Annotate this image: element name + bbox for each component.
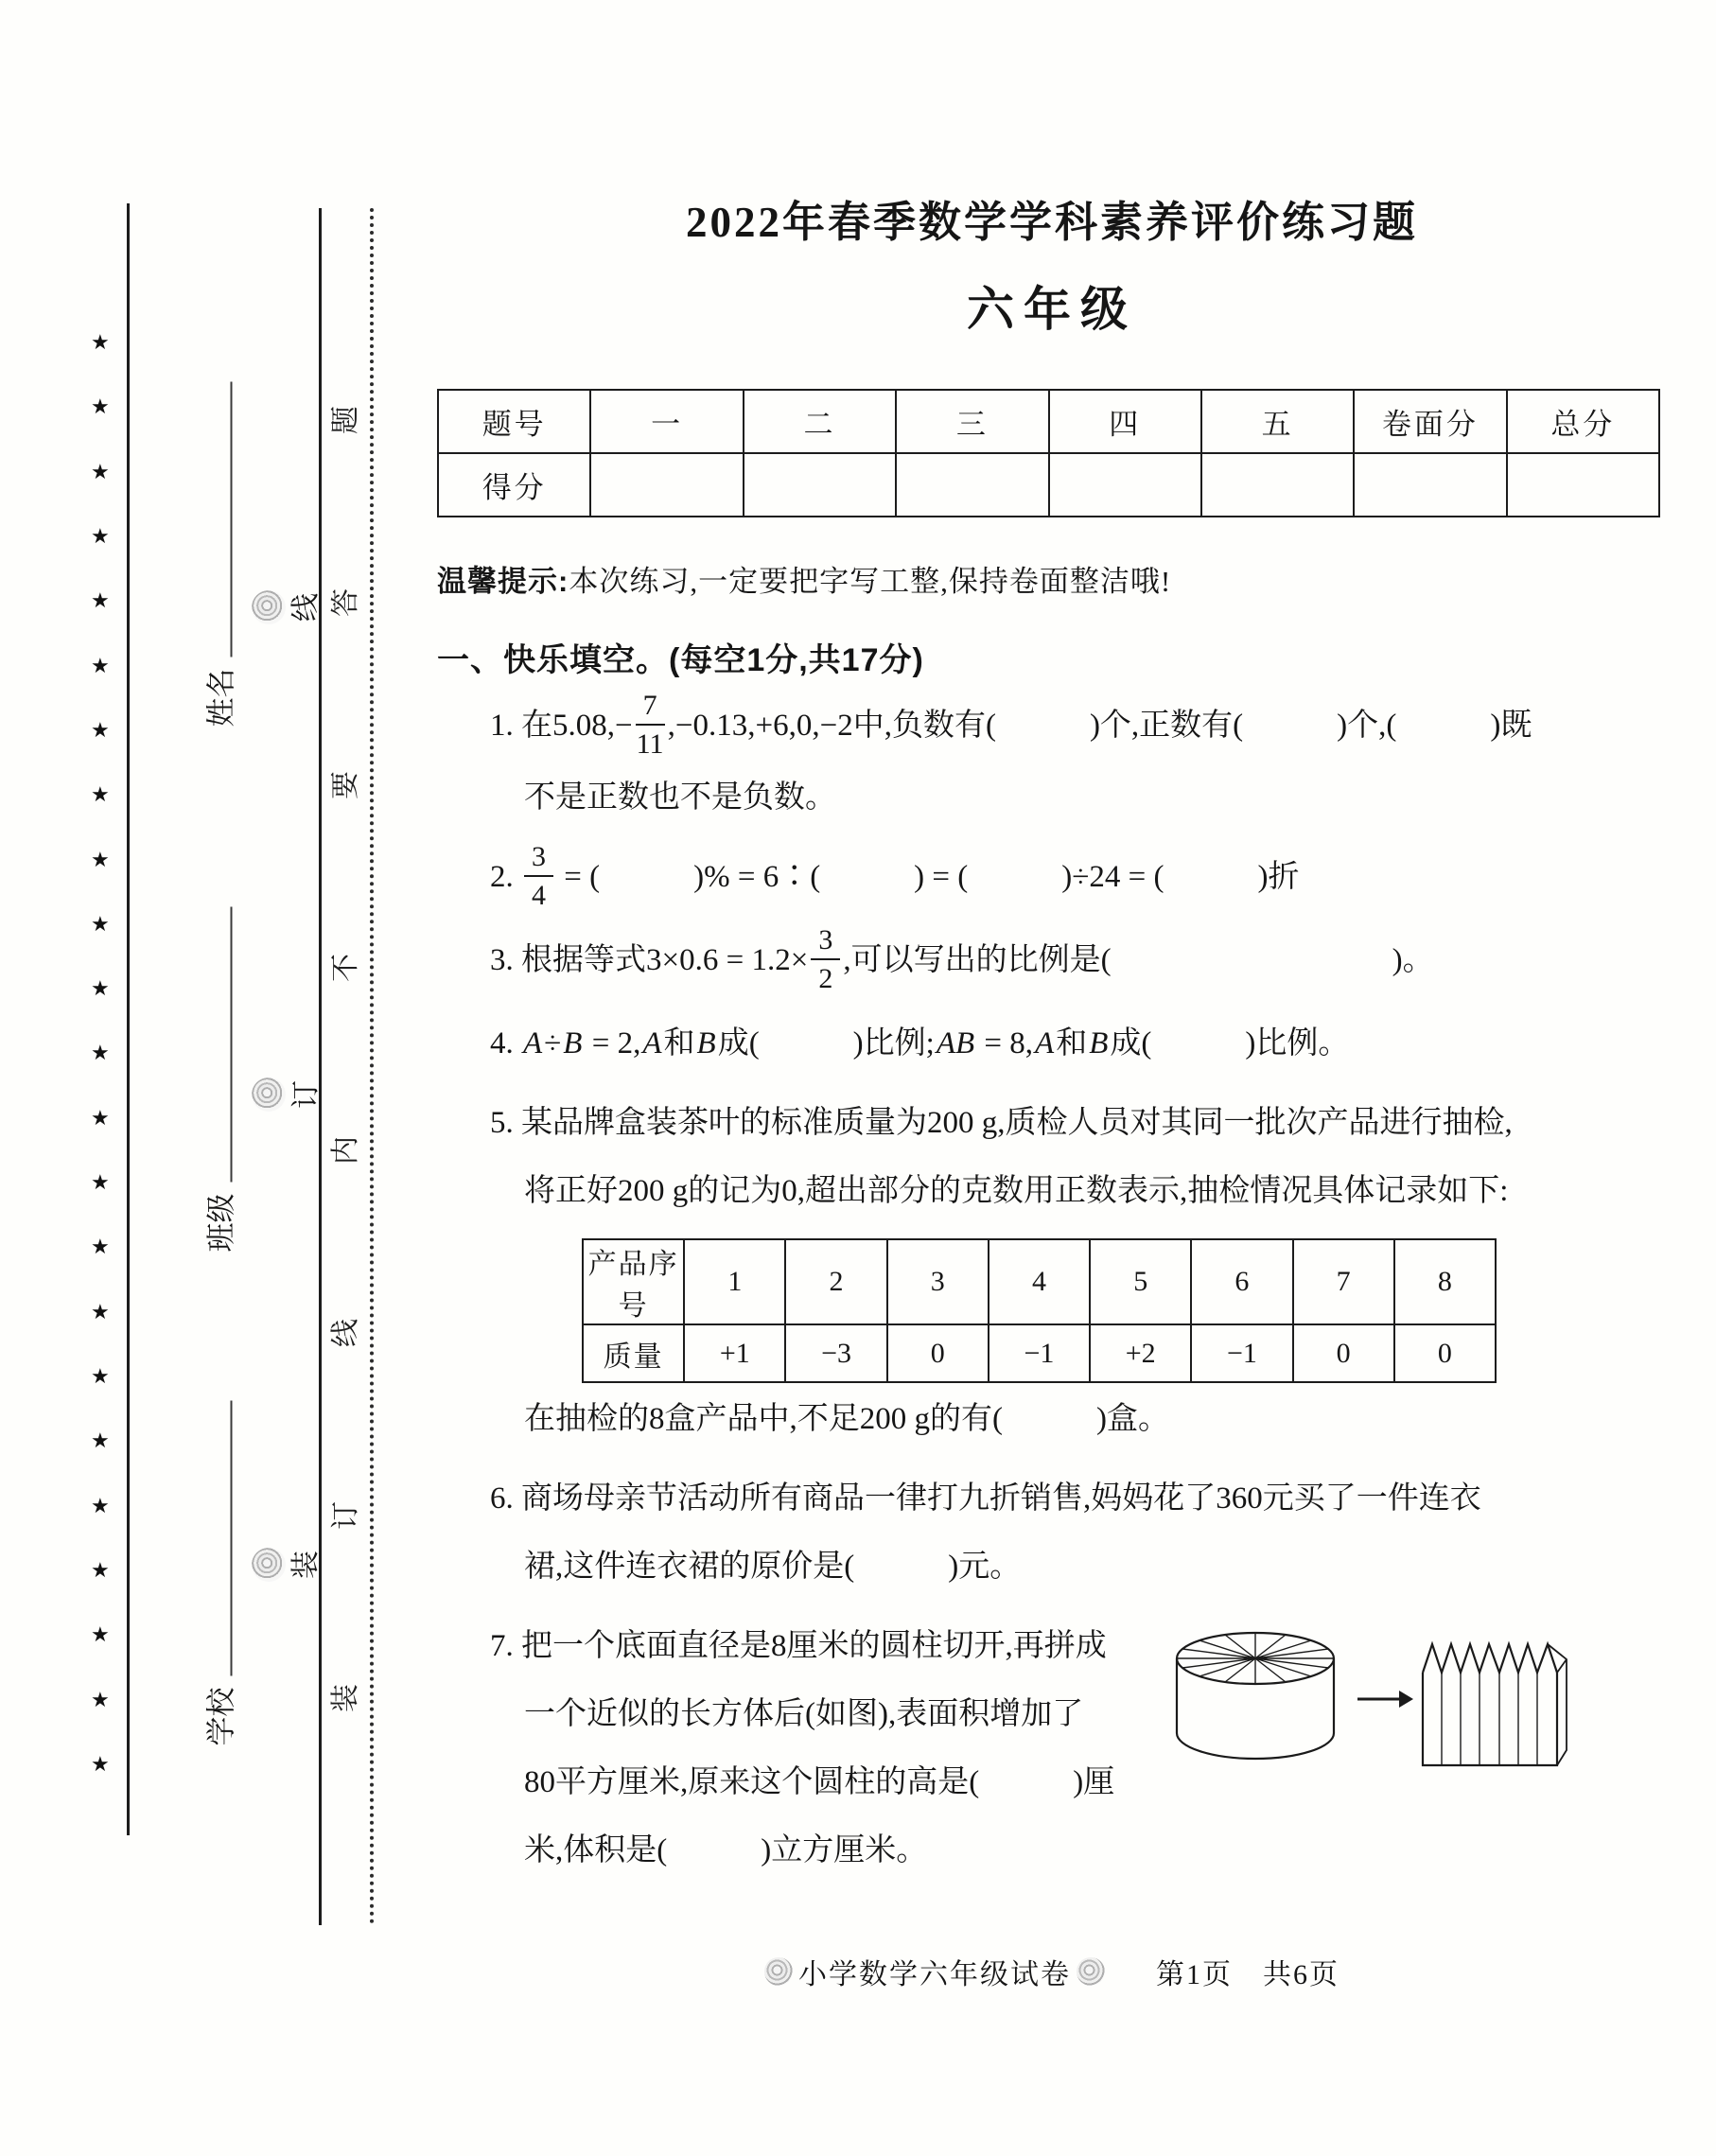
- question-line: [437, 1533, 1667, 1601]
- q5-header-cell: 5: [1090, 1239, 1191, 1324]
- q5-header-cell: 3: [887, 1239, 989, 1324]
- q5-header-cell: 8: [1394, 1239, 1496, 1324]
- text-run: 米,体积是( )立方厘米。: [524, 1833, 928, 1868]
- text-run: 3. 根据等式3×0.6 = 1.2×: [490, 943, 809, 978]
- q5-value-cell: 质量: [583, 1324, 684, 1382]
- question-line: [437, 1680, 1165, 1748]
- q5-header-cell: 产品序号: [583, 1239, 684, 1324]
- score-table-body: [438, 390, 1659, 517]
- text-run: 4.: [490, 1026, 521, 1061]
- math-variable: B: [563, 1026, 583, 1061]
- q5-value-cell: +2: [1090, 1324, 1191, 1382]
- math-variable: B: [1089, 1026, 1109, 1061]
- score-header-row: [438, 390, 1659, 453]
- text-run: 成( )比例。: [1110, 1026, 1350, 1061]
- field-underline: [231, 382, 233, 657]
- q5-header-cell: 2: [785, 1239, 886, 1324]
- q7-figure-slot: [1165, 1612, 1572, 1802]
- q5-header-cell: 7: [1293, 1239, 1394, 1324]
- score-cell: [744, 453, 896, 517]
- star-icon: ★: [91, 1106, 110, 1131]
- star-icon: ★: [91, 718, 110, 743]
- q5-header-cell: 6: [1191, 1239, 1292, 1324]
- binding-mark-char: 订: [290, 1080, 322, 1109]
- text-run: 5. 某品牌盒装茶叶的标准质量为200 g,质检人员对其同一批次产品进行抽检,: [490, 1106, 1513, 1141]
- field-underline: [231, 907, 233, 1183]
- star-icon: ★: [91, 1623, 110, 1648]
- question-line: [437, 1748, 1165, 1816]
- score-table: [437, 389, 1660, 517]
- math-variable: AB: [936, 1026, 975, 1061]
- star-icon: ★: [91, 589, 110, 614]
- fraction-numerator: 3: [524, 841, 553, 878]
- star-icon: ★: [91, 1236, 110, 1260]
- question-line: [437, 1816, 1165, 1884]
- score-row-label: 得分: [438, 453, 590, 517]
- swirl-stamp-icon: [764, 1957, 793, 1986]
- question-lines: [437, 1612, 1165, 1884]
- star-icon: ★: [91, 654, 110, 678]
- question-line: [437, 1385, 1667, 1453]
- score-header-cell: 五: [1201, 390, 1354, 453]
- cylinder-figure: [1177, 1633, 1334, 1759]
- star-icon: ★: [91, 912, 110, 937]
- margin-rule-line: [127, 203, 130, 1835]
- text-run: 6. 商场母亲节活动所有商品一律打九折销售,妈妈花了360元买了一件连衣: [490, 1481, 1481, 1516]
- star-icon: ★: [91, 1558, 110, 1583]
- q7-figure: [1165, 1627, 1572, 1802]
- star-icon: ★: [91, 460, 110, 484]
- text-run: 和: [1056, 1026, 1088, 1061]
- score-header-cell: 总分: [1507, 390, 1659, 453]
- page-number: 第1页: [1156, 1959, 1233, 1990]
- swirl-stamp-icon: [252, 590, 286, 624]
- math-variable: A: [1035, 1026, 1055, 1061]
- q5-value-cell: +1: [684, 1324, 785, 1382]
- q5-header-cell: 1: [684, 1239, 785, 1324]
- warm-tip: [437, 557, 1667, 600]
- text-run: ,−0.13,+6,0,−2中,负数有( )个,正数有( )个,( )既: [667, 709, 1532, 743]
- score-cell: [1507, 453, 1659, 517]
- fraction: [811, 924, 840, 995]
- text-run: 2.: [490, 860, 521, 895]
- q5-value-cell: 0: [1293, 1324, 1394, 1382]
- star-column: [91, 333, 110, 1776]
- text-run: 不是正数也不是负数。: [524, 780, 836, 815]
- fraction: [524, 841, 553, 912]
- fraction-denominator: 2: [818, 963, 833, 995]
- cylinder-to-prism-figure: [1165, 1627, 1572, 1794]
- question-line: [437, 1157, 1667, 1225]
- math-variable: A: [523, 1026, 543, 1061]
- main-column: [437, 187, 1667, 1884]
- score-cell: [1201, 453, 1354, 517]
- prism-figure: [1423, 1644, 1567, 1765]
- star-icon: ★: [91, 1752, 110, 1777]
- text-run: 成( )比例;: [717, 1026, 935, 1061]
- question-q3: [437, 923, 1667, 998]
- text-run: = 2,: [584, 1026, 641, 1061]
- q5-value-cell: 0: [1394, 1324, 1496, 1382]
- question-q5: [437, 1089, 1667, 1453]
- fraction-denominator: 11: [636, 728, 664, 761]
- arrow-icon: [1357, 1691, 1413, 1708]
- text-run: = ( )% = 6∶( ) = ( )÷24 = ( )折: [556, 860, 1300, 895]
- text-run: 和: [663, 1026, 695, 1061]
- name-field: [196, 382, 239, 727]
- text-run: 在抽检的8盒产品中,不足200 g的有( )盒。: [524, 1402, 1169, 1437]
- star-icon: ★: [91, 848, 110, 872]
- math-variable: B: [696, 1026, 716, 1061]
- star-icon: ★: [91, 1042, 110, 1066]
- text-run: 一个近似的长方体后(如图),表面积增加了: [524, 1697, 1084, 1732]
- question-line: [437, 763, 1667, 832]
- score-cell: [1049, 453, 1201, 517]
- question-line: [437, 1612, 1165, 1680]
- q5-value-row: [583, 1324, 1496, 1382]
- question-q6: [437, 1464, 1667, 1601]
- page-footer: [437, 1951, 1667, 1992]
- swirl-stamp-icon: [252, 1078, 286, 1112]
- swirl-stamp-icon: [252, 1548, 286, 1582]
- score-header-cell: 一: [590, 390, 743, 453]
- fraction-numerator: 7: [636, 690, 665, 727]
- field-underline: [231, 1401, 233, 1676]
- q5-value-cell: −3: [785, 1324, 886, 1382]
- binding-warning-text: 装订线内不要答题: [330, 252, 361, 1712]
- question-q4: [437, 1009, 1667, 1078]
- class-field: [196, 907, 239, 1253]
- binding-mark-xian: [252, 587, 322, 628]
- question-line: [437, 1009, 1667, 1078]
- question-q2: [437, 840, 1667, 915]
- grade-title: 六年级: [967, 283, 1137, 336]
- star-icon: ★: [91, 977, 110, 1002]
- name-field-label: 姓名: [204, 668, 238, 727]
- warm-tip-label: 温馨提示:: [437, 565, 569, 598]
- binding-line-dotted: [370, 208, 374, 1925]
- warm-tip-text: 本次练习,一定要把字写工整,保持卷面整洁哦!: [569, 565, 1172, 598]
- questions: [437, 689, 1667, 1884]
- binding-mark-char: 线: [290, 593, 322, 622]
- q5-data-table: [582, 1238, 1497, 1383]
- question-line: [437, 1464, 1667, 1533]
- star-icon: ★: [91, 524, 110, 549]
- q5-value-cell: −1: [1191, 1324, 1292, 1382]
- class-field-label: 班级: [204, 1193, 238, 1253]
- star-icon: ★: [91, 1429, 110, 1454]
- binding-mark-char: 装: [290, 1551, 322, 1579]
- question-line: [437, 923, 1667, 998]
- fraction-denominator: 4: [532, 880, 546, 912]
- star-icon: ★: [91, 1365, 110, 1389]
- text-run: 7. 把一个底面直径是8厘米的圆柱切开,再拼成: [490, 1629, 1107, 1664]
- page-total: 共6页: [1263, 1959, 1340, 1990]
- score-cell: [1354, 453, 1506, 517]
- text-run: 80平方厘米,原来这个圆柱的高是( )厘: [524, 1765, 1115, 1800]
- question-q7: [437, 1612, 1667, 1884]
- question-line: [437, 689, 1667, 763]
- text-run: = 8,: [976, 1026, 1034, 1061]
- score-header-cell: 三: [896, 390, 1048, 453]
- question-line: [437, 840, 1667, 915]
- school-field-label: 学校: [204, 1687, 238, 1746]
- text-run: 将正好200 g的记为0,超出部分的克数用正数表示,抽检情况具体记录如下:: [524, 1174, 1509, 1209]
- score-header-cell: 卷面分: [1354, 390, 1506, 453]
- star-icon: ★: [91, 783, 110, 808]
- exam-title: 2022年春季数学学科素养评价练习题: [685, 199, 1418, 246]
- paper-name: 小学数学六年级试卷: [798, 1959, 1071, 1990]
- section-1-header: 一、快乐填空。(每空1分,共17分): [437, 642, 924, 678]
- q5-header-cell: 4: [989, 1239, 1090, 1324]
- score-cell: [896, 453, 1048, 517]
- star-icon: ★: [91, 331, 110, 355]
- text-run: 裙,这件连衣裙的原价是( )元。: [524, 1550, 1022, 1585]
- question-q1: [437, 689, 1667, 832]
- fraction: [636, 690, 665, 761]
- score-header-cell: 四: [1049, 390, 1201, 453]
- q5-value-cell: 0: [887, 1324, 989, 1382]
- q5-value-cell: −1: [989, 1324, 1090, 1382]
- score-value-row: [438, 453, 1659, 517]
- binding-mark-zhuang: [252, 1544, 322, 1586]
- binding-mark-ding: [252, 1074, 322, 1115]
- text-run: ÷: [544, 1026, 562, 1061]
- star-icon: ★: [91, 1688, 110, 1712]
- star-icon: ★: [91, 1300, 110, 1324]
- swirl-stamp-icon: [1077, 1957, 1105, 1986]
- text-run: 1. 在5.08,−: [490, 709, 633, 743]
- score-header-cell: 二: [744, 390, 896, 453]
- star-icon: ★: [91, 1171, 110, 1196]
- score-header-cell: 题号: [438, 390, 590, 453]
- school-field: [196, 1401, 239, 1746]
- score-cell: [590, 453, 743, 517]
- star-icon: ★: [91, 395, 110, 420]
- question-line: [437, 1089, 1667, 1157]
- fraction-numerator: 3: [811, 924, 840, 961]
- q5-header-row: [583, 1239, 1496, 1324]
- text-run: ,可以写出的比例是( )。: [843, 943, 1434, 978]
- star-icon: ★: [91, 1494, 110, 1518]
- math-variable: A: [642, 1026, 662, 1061]
